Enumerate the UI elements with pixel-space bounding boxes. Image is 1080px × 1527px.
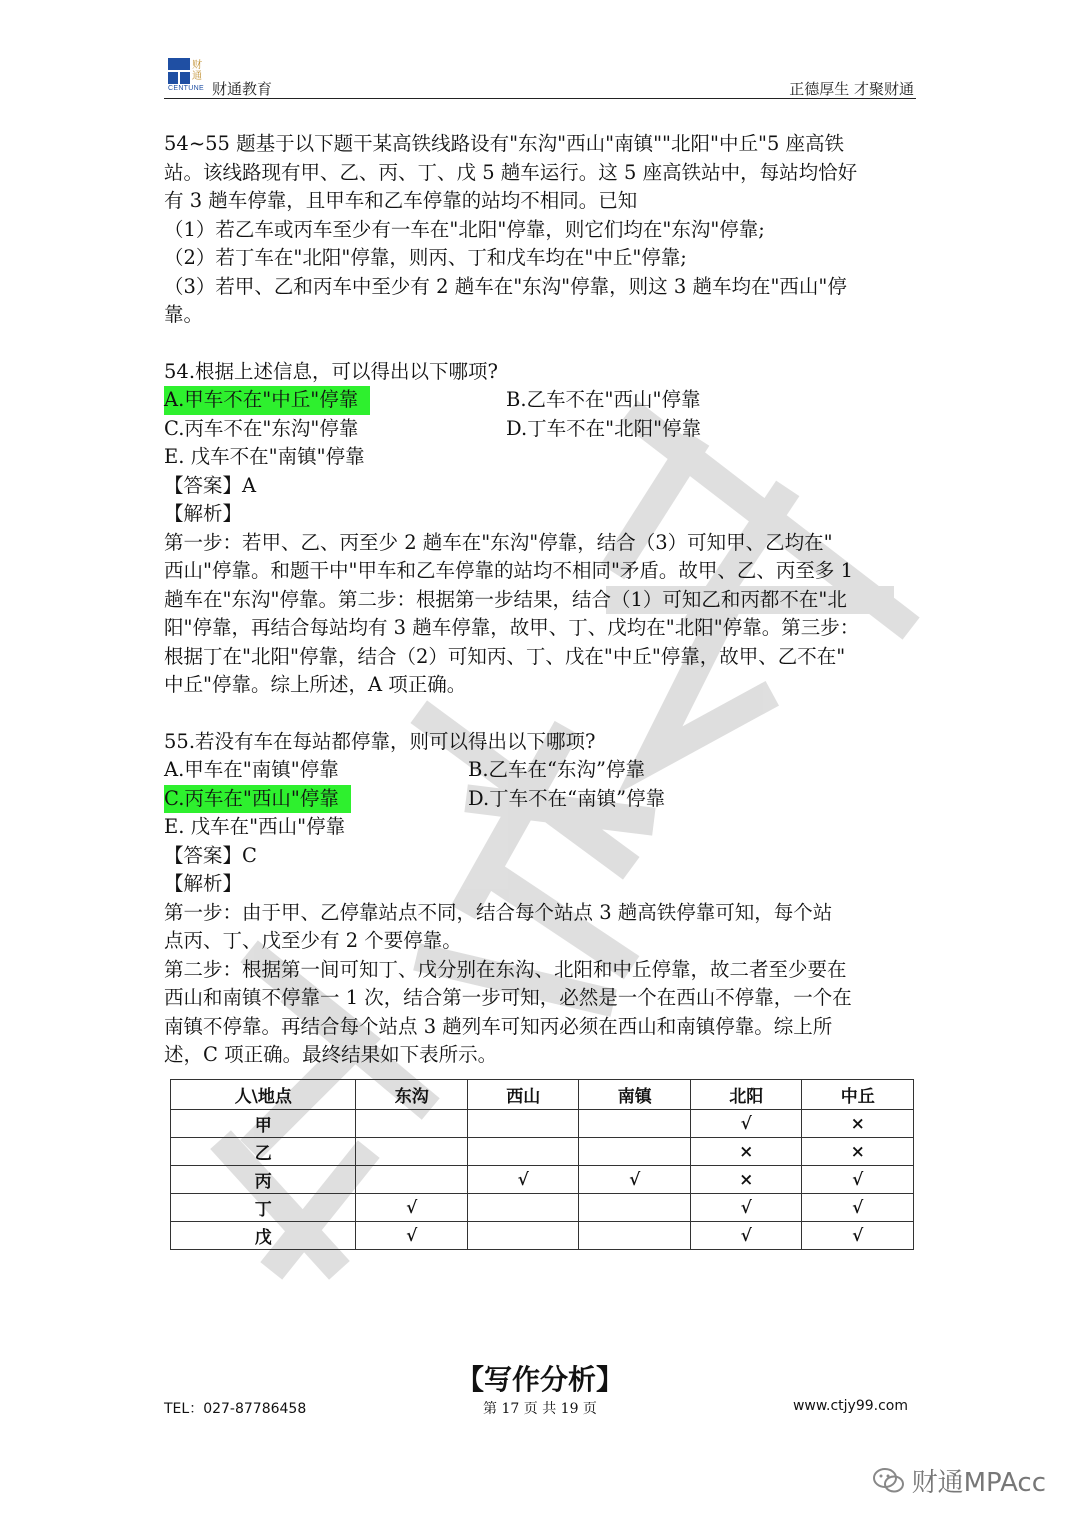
table-header-cell: 中丘 xyxy=(802,1080,914,1110)
wechat-account-name: 财通MPAcc xyxy=(911,1468,1046,1498)
intro-line: （3）若甲、乙和丙车中至少有 2 趟车在"东沟"停靠，则这 3 趟车均在"西山"停 xyxy=(164,274,847,298)
option-54-b: B.乙车不在"西山"停靠 xyxy=(506,388,701,411)
question-55: 55.若没有车在每站都停靠，则可以得出以下哪项? xyxy=(164,729,596,753)
table-cell xyxy=(356,1110,468,1138)
intro-line: （1）若乙车或丙车至少有一车在"北阳"停靠，则它们均在"东沟"停靠; xyxy=(164,217,765,241)
answer-54: 【答案】A xyxy=(164,473,257,497)
table-header-cell: 北阳 xyxy=(690,1080,802,1110)
table-cell: √ xyxy=(802,1222,914,1250)
footer-website[interactable]: www.ctjy99.com xyxy=(792,1398,908,1414)
analysis-line: 中丘"停靠。综上所述，A 项正确。 xyxy=(164,673,467,696)
analysis-line: 西山"停靠。和题干中"甲车和乙车停靠的站均不相同"矛盾。故甲、乙、丙至多 1 xyxy=(164,559,854,582)
header-divider xyxy=(164,98,916,99)
table-cell: 甲 xyxy=(171,1110,356,1138)
footer-tel: TEL：027-87786458 xyxy=(164,1401,307,1417)
header-motto: 正德厚生 才聚财通 xyxy=(789,80,914,98)
logo-subtitle: CENTUNE xyxy=(168,85,204,92)
table-header-cell: 南镇 xyxy=(579,1080,691,1110)
table-cell: √ xyxy=(579,1166,691,1194)
wechat-icon xyxy=(872,1467,906,1495)
wechat-account xyxy=(872,1462,1046,1499)
option-54-e: E. 戊车不在"南镇"停靠 xyxy=(164,445,365,468)
option-55-d: D.丁车不在“南镇”停靠 xyxy=(468,786,666,810)
table-header-row xyxy=(171,1080,914,1110)
analysis-line: 述，C 项正确。最终结果如下表所示。 xyxy=(164,1043,498,1066)
logo xyxy=(168,58,212,96)
analysis-line: 西山和南镇不停靠一 1 次，结合第一步可知，必然是一个在西山不停靠，一个在 xyxy=(164,986,852,1009)
analysis-line: 阳"停靠，再结合每站均有 3 趟车停靠，故甲、丁、戊均在"北阳"停靠。第三步： xyxy=(164,616,860,639)
table-cell: × xyxy=(690,1138,802,1166)
table-row xyxy=(171,1222,914,1250)
table-cell xyxy=(579,1194,691,1222)
table-cell xyxy=(356,1166,468,1194)
table-cell: √ xyxy=(802,1166,914,1194)
table-cell xyxy=(579,1138,691,1166)
analysis-label-55: 【解析】 xyxy=(164,872,243,895)
table-cell: √ xyxy=(802,1194,914,1222)
table-cell: √ xyxy=(690,1194,802,1222)
table-header-cell: 西山 xyxy=(467,1080,579,1110)
table-row xyxy=(171,1194,914,1222)
logo-block xyxy=(168,58,190,70)
table-cell xyxy=(579,1110,691,1138)
option-55-c: C.丙车在"西山"停靠 xyxy=(164,785,351,814)
table-cell xyxy=(467,1110,579,1138)
document-body xyxy=(164,130,916,1070)
analysis-line: 趟车在"东沟"停靠。第二步：根据第一步结果，结合（1）可知乙和丙都不在"北 xyxy=(164,587,847,611)
table-cell xyxy=(467,1222,579,1250)
page-number: 第 17 页 共 19 页 xyxy=(483,1401,597,1417)
option-54-a: A.甲车不在"中丘"停靠 xyxy=(164,386,370,415)
table-cell: √ xyxy=(467,1166,579,1194)
question-54: 54.根据上述信息，可以得出以下哪项? xyxy=(164,359,498,383)
analysis-label-54: 【解析】 xyxy=(164,502,243,525)
logo-chars: 财 通 xyxy=(192,60,202,82)
table-cell: × xyxy=(802,1110,914,1138)
table-row xyxy=(171,1166,914,1194)
table-cell: × xyxy=(690,1166,802,1194)
analysis-line: 南镇不停靠。再结合每个站点 3 趟列车可知丙必须在西山和南镇停靠。综上所 xyxy=(164,1014,833,1038)
logo-block xyxy=(180,72,190,84)
intro-line: 站。该线路现有甲、乙、丙、丁、戊 5 趟车运行。这 5 座高铁站中，每站均恰好 xyxy=(164,160,858,184)
table-cell xyxy=(467,1138,579,1166)
intro-line: 靠。 xyxy=(164,303,204,326)
table-cell: √ xyxy=(690,1222,802,1250)
table-cell: 戊 xyxy=(171,1222,356,1250)
section-title: 【写作分析】 xyxy=(455,1363,624,1396)
analysis-line: 第二步：根据第一间可知丁、戊分别在东沟、北阳和中丘停靠，故二者至少要在 xyxy=(164,957,847,981)
table-row xyxy=(171,1110,914,1138)
brand-name: 财通教育 xyxy=(212,80,273,98)
table-header-cell: 人\地点 xyxy=(171,1080,356,1110)
table-cell: √ xyxy=(356,1222,468,1250)
table-cell: 丁 xyxy=(171,1194,356,1222)
table-header-cell: 东沟 xyxy=(356,1080,468,1110)
table-cell: √ xyxy=(356,1194,468,1222)
table-row xyxy=(171,1138,914,1166)
intro-line: 有 3 趟车停靠，且甲车和乙车停靠的站均不相同。已知 xyxy=(164,189,638,212)
table-cell xyxy=(579,1222,691,1250)
intro-line: 54~55 题基于以下题干某高铁线路设有"东沟"西山"南镇""北阳"中丘"5 座高铁 xyxy=(164,132,845,155)
logo-block xyxy=(168,72,178,84)
result-table xyxy=(170,1079,914,1250)
table-cell xyxy=(467,1194,579,1222)
option-55-b: B.乙车在“东沟”停靠 xyxy=(468,758,645,781)
analysis-line: 点丙、丁、戊至少有 2 个要停靠。 xyxy=(164,929,462,952)
intro-line: （2）若丁车在"北阳"停靠，则丙、丁和戊车均在"中丘"停靠; xyxy=(164,246,687,269)
answer-55: 【答案】C xyxy=(164,843,257,867)
option-55-e: E. 戊车在"西山"停靠 xyxy=(164,815,346,838)
option-54-c: C.丙车不在"东沟"停靠 xyxy=(164,416,359,440)
table-cell: × xyxy=(802,1138,914,1166)
table-cell: 丙 xyxy=(171,1166,356,1194)
analysis-line: 第一步：若甲、乙、丙至少 2 趟车在"东沟"停靠，结合（3）可知甲、乙均在" xyxy=(164,530,833,554)
option-55-a: A.甲车在"南镇"停靠 xyxy=(164,758,339,781)
table-cell xyxy=(356,1138,468,1166)
option-54-d: D.丁车不在"北阳"停靠 xyxy=(506,416,702,440)
table-cell: 乙 xyxy=(171,1138,356,1166)
analysis-line: 根据丁在"北阳"停靠，结合（2）可知丙、丁、戊在"中丘"停靠，故甲、乙不在" xyxy=(164,644,846,668)
analysis-line: 第一步：由于甲、乙停靠站点不同，结合每个站点 3 趟高铁停靠可知，每个站 xyxy=(164,900,833,924)
table-cell: √ xyxy=(690,1110,802,1138)
